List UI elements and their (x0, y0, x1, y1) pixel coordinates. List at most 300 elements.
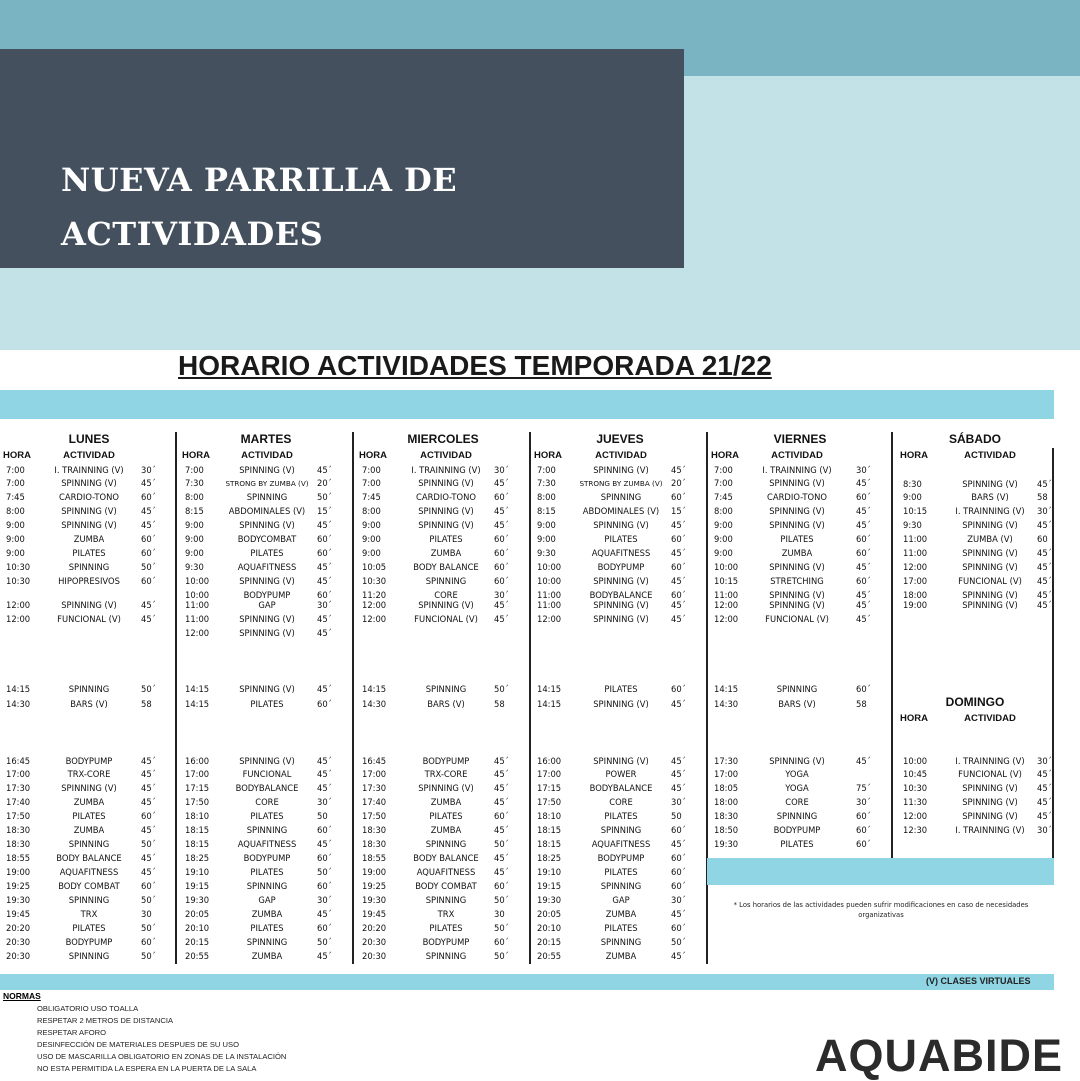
row-time: 8:00 (6, 506, 25, 516)
row-duration: 30´ (494, 590, 509, 600)
aquabide-logo: AQUABIDE (815, 1030, 1064, 1081)
row-time: 14:15 (362, 684, 387, 694)
schedule-row (180, 561, 352, 574)
schedule-row (180, 698, 352, 711)
row-duration: 58 (856, 699, 867, 709)
row-duration: 45´ (856, 478, 871, 488)
row-activity: FUNCIONAL (V) (765, 614, 829, 624)
schedule-row (534, 533, 706, 546)
schedule-row (711, 533, 889, 546)
row-activity: I. TRAINNING (V) (762, 465, 832, 475)
row-duration: 15´ (671, 506, 686, 516)
row-activity: TRX (437, 909, 455, 919)
row-time: 9:00 (537, 520, 556, 530)
row-activity: SPINNING (600, 825, 642, 835)
schedule-row (3, 698, 175, 711)
row-time: 18:55 (6, 853, 31, 863)
row-duration: 60´ (317, 923, 332, 933)
row-time: 9:00 (185, 534, 204, 544)
schedule-row (357, 810, 529, 823)
row-activity: PILATES (250, 548, 284, 558)
column-divider (891, 432, 893, 858)
row-activity: PILATES (604, 923, 638, 933)
row-duration: 50´ (141, 895, 156, 905)
row-activity: BARS (V) (971, 492, 1009, 502)
row-time: 20:05 (537, 909, 562, 919)
row-time: 12:00 (903, 811, 928, 821)
schedule-row (534, 505, 706, 518)
row-time: 9:00 (714, 534, 733, 544)
row-duration: 50´ (494, 951, 509, 961)
schedule-row (357, 838, 529, 851)
row-time: 9:00 (537, 534, 556, 544)
hora-header: HORA (711, 450, 739, 461)
row-duration: 50´ (671, 937, 686, 947)
row-duration: 45´ (671, 548, 686, 558)
row-activity: AQUAFITNESS (591, 548, 651, 558)
row-duration: 60´ (317, 881, 332, 891)
row-time: 19:45 (362, 909, 387, 919)
row-duration: 15´ (317, 506, 332, 516)
schedule-row (896, 782, 1054, 795)
schedule-row (711, 599, 889, 612)
row-duration: 45´ (671, 600, 686, 610)
row-time: 20:30 (362, 937, 387, 947)
row-time: 11:00 (185, 614, 210, 624)
row-time: 11:00 (537, 590, 562, 600)
row-time: 20:55 (185, 951, 210, 961)
row-duration: 45´ (494, 756, 509, 766)
row-duration: 45´ (141, 600, 156, 610)
row-time: 12:00 (6, 614, 31, 624)
row-activity: PILATES (429, 811, 463, 821)
row-duration: 45´ (1037, 600, 1052, 610)
day-name: LUNES (68, 432, 110, 446)
schedule-row (534, 866, 706, 879)
row-activity: BODY BALANCE (413, 853, 479, 863)
row-time: 20:30 (6, 951, 31, 961)
row-duration: 45´ (317, 909, 332, 919)
schedule-row (534, 936, 706, 949)
schedule-row (3, 838, 175, 851)
row-duration: 50´ (494, 895, 509, 905)
schedule-row (711, 683, 889, 696)
rule-item: DESINFECCIÓN DE MATERIALES DESPUES DE SU USO (37, 1040, 239, 1049)
schedule-row (3, 796, 175, 809)
schedule-row (534, 908, 706, 921)
row-time: 10:00 (714, 562, 739, 572)
row-duration: 20´ (671, 478, 686, 488)
row-duration: 60´ (856, 811, 871, 821)
schedule-row (357, 782, 529, 795)
row-activity: ZUMBA (251, 909, 283, 919)
day-column-6 (896, 693, 1054, 835)
row-activity: AQUAFITNESS (237, 562, 297, 572)
row-time: 20:55 (537, 951, 562, 961)
schedule-row (896, 796, 1054, 809)
row-time: 20:05 (185, 909, 210, 919)
row-time: 12:00 (362, 600, 387, 610)
row-duration: 50´ (141, 684, 156, 694)
actividad-header: ACTIVIDAD (241, 450, 293, 461)
row-time: 9:00 (6, 520, 25, 530)
schedule-row (534, 950, 706, 963)
row-duration: 50 (671, 811, 682, 821)
schedule-row (3, 547, 175, 560)
row-time: 7:00 (537, 465, 556, 475)
row-activity: ZUMBA (605, 909, 637, 919)
row-duration: 45´ (671, 614, 686, 624)
row-time: 19:15 (185, 881, 210, 891)
schedule-row (3, 880, 175, 893)
rule-item: RESPETAR 2 METROS DE DISTANCIA (37, 1016, 174, 1025)
row-duration: 45´ (671, 769, 686, 779)
row-activity: BODYPUMP (422, 756, 470, 766)
row-duration: 45´ (494, 783, 509, 793)
schedule-row (3, 894, 175, 907)
row-duration: 45´ (671, 699, 686, 709)
schedule-row (180, 908, 352, 921)
row-duration: 60´ (141, 811, 156, 821)
row-time: 8:00 (537, 492, 556, 502)
actividad-header: ACTIVIDAD (771, 450, 823, 461)
row-duration: 45´ (1037, 548, 1052, 558)
row-time: 12:30 (903, 825, 928, 835)
row-duration: 60´ (494, 534, 509, 544)
day-column-4 (711, 430, 889, 849)
schedule-row (896, 491, 1054, 504)
column-divider (352, 432, 354, 964)
schedule-row (711, 838, 889, 851)
row-time: 7:00 (185, 465, 204, 475)
row-time: 20:20 (362, 923, 387, 933)
schedule-row (357, 824, 529, 837)
row-time: 12:00 (714, 614, 739, 624)
row-activity: I. TRAINNING (V) (955, 506, 1025, 516)
row-activity: CORE (609, 797, 633, 807)
row-duration: 30´ (856, 465, 871, 475)
row-activity: SPINNING (V) (593, 600, 649, 610)
row-activity: BODYBALANCE (235, 783, 299, 793)
schedule-row (3, 683, 175, 696)
row-duration: 45´ (494, 600, 509, 610)
row-activity: SPINNING (425, 576, 467, 586)
actividad-header: ACTIVIDAD (595, 450, 647, 461)
row-duration: 58 (494, 699, 505, 709)
rule-item: RESPETAR AFORO (37, 1028, 107, 1037)
row-activity: SPINNING (V) (962, 600, 1018, 610)
row-time: 14:15 (714, 684, 739, 694)
row-time: 12:00 (6, 600, 31, 610)
schedule-row (3, 810, 175, 823)
row-activity: POWER (605, 769, 637, 779)
row-time: 7:30 (185, 478, 204, 488)
row-activity: SPINNING (V) (239, 614, 295, 624)
row-duration: 45´ (1037, 811, 1052, 821)
hora-header: HORA (3, 450, 31, 461)
row-duration: 45´ (494, 478, 509, 488)
row-time: 7:00 (362, 478, 381, 488)
row-time: 10:30 (903, 783, 928, 793)
row-time: 9:30 (903, 520, 922, 530)
row-activity: SPINNING (V) (769, 590, 825, 600)
schedule-row (534, 464, 706, 477)
row-duration: 30´ (671, 895, 686, 905)
column-divider (175, 432, 177, 964)
schedule-row (180, 547, 352, 560)
row-activity: SPINNING (V) (61, 783, 117, 793)
row-activity: BARS (V) (778, 699, 816, 709)
row-time: 16:00 (185, 756, 210, 766)
schedule-row (180, 950, 352, 963)
schedule-row (534, 698, 706, 711)
row-time: 14:15 (6, 684, 31, 694)
row-duration: 45´ (317, 465, 332, 475)
row-duration: 30´ (1037, 506, 1052, 516)
schedule-row (534, 683, 706, 696)
schedule-row (357, 755, 529, 768)
row-time: 18:25 (537, 853, 562, 863)
row-activity: SPINNING (V) (239, 628, 295, 638)
row-activity: BODYPUMP (243, 590, 291, 600)
row-activity: PILATES (604, 811, 638, 821)
row-duration: 45´ (317, 951, 332, 961)
row-activity: TRX-CORE (424, 769, 468, 779)
row-duration: 60´ (494, 937, 509, 947)
row-activity: SPINNING (V) (769, 520, 825, 530)
row-activity: SPINNING (V) (61, 478, 117, 488)
schedule-row (357, 561, 529, 574)
hora-header: HORA (182, 450, 210, 461)
row-time: 17:00 (6, 769, 31, 779)
row-duration: 45´ (1037, 783, 1052, 793)
schedule-row (357, 477, 529, 490)
row-duration: 50´ (141, 923, 156, 933)
row-activity: AQUAFITNESS (591, 839, 651, 849)
row-time: 17:30 (362, 783, 387, 793)
row-duration: 30´ (856, 797, 871, 807)
row-time: 19:00 (362, 867, 387, 877)
row-time: 9:00 (714, 520, 733, 530)
schedule-row (180, 796, 352, 809)
row-duration: 45´ (141, 769, 156, 779)
row-duration: 60´ (494, 492, 509, 502)
schedule-row (180, 599, 352, 612)
row-activity: SPINNING (246, 881, 288, 891)
schedule-row (180, 824, 352, 837)
row-time: 18:25 (185, 853, 210, 863)
row-activity: BODY COMBAT (415, 881, 477, 891)
row-duration: 60´ (671, 923, 686, 933)
row-time: 8:15 (185, 506, 204, 516)
row-activity: BODYBALANCE (589, 783, 653, 793)
row-time: 17:50 (6, 811, 31, 821)
row-time: 7:00 (714, 478, 733, 488)
row-activity: BODY COMBAT (58, 881, 120, 891)
row-time: 14:30 (714, 699, 739, 709)
row-activity: SPINNING (V) (962, 520, 1018, 530)
row-activity: SPINNING (68, 895, 110, 905)
row-time: 10:00 (185, 590, 210, 600)
row-time: 18:05 (714, 783, 739, 793)
row-time: 18:10 (537, 811, 562, 821)
row-activity: SPINNING (V) (239, 465, 295, 475)
schedule-row (711, 613, 889, 626)
schedule-row (896, 561, 1054, 574)
row-duration: 45´ (141, 783, 156, 793)
schedule-row (534, 796, 706, 809)
row-duration: 30´ (1037, 825, 1052, 835)
row-activity: PILATES (250, 923, 284, 933)
row-duration: 60´ (317, 548, 332, 558)
row-activity: PILATES (72, 811, 106, 821)
row-activity: SPINNING (V) (593, 520, 649, 530)
row-activity: SPINNING (68, 562, 110, 572)
row-duration: 45´ (671, 783, 686, 793)
row-duration: 60´ (141, 576, 156, 586)
schedule-row (711, 698, 889, 711)
row-activity: SPINNING (V) (418, 478, 474, 488)
row-time: 17:50 (185, 797, 210, 807)
row-time: 7:00 (362, 465, 381, 475)
row-time: 10:00 (537, 576, 562, 586)
schedule-row (357, 547, 529, 560)
row-activity: SPINNING (V) (418, 520, 474, 530)
schedule-row (896, 768, 1054, 781)
schedule-row (3, 950, 175, 963)
schedule-row (180, 880, 352, 893)
row-activity: PILATES (604, 684, 638, 694)
row-duration: 45´ (856, 756, 871, 766)
row-duration: 60´ (494, 562, 509, 572)
row-activity: STRONG BY ZUMBA (V) (225, 479, 309, 488)
row-time: 18:15 (185, 825, 210, 835)
schedule-row (180, 838, 352, 851)
row-activity: SPINNING (V) (769, 600, 825, 610)
schedule-row (534, 922, 706, 935)
row-activity: ZUMBA (430, 548, 462, 558)
schedule-row (711, 464, 889, 477)
row-time: 16:00 (537, 756, 562, 766)
schedule-row (180, 491, 352, 504)
row-time: 20:20 (6, 923, 31, 933)
row-duration: 30´ (494, 465, 509, 475)
schedule-row (534, 477, 706, 490)
row-duration: 45´ (1037, 590, 1052, 600)
row-time: 8:15 (537, 506, 556, 516)
row-duration: 60´ (317, 853, 332, 863)
schedule-row (357, 533, 529, 546)
row-activity: TRX (80, 909, 98, 919)
row-duration: 30´ (141, 465, 156, 475)
header-color-bar (0, 390, 1054, 419)
row-time: 18:00 (714, 797, 739, 807)
schedule-row (357, 768, 529, 781)
row-time: 18:30 (362, 825, 387, 835)
row-activity: SPINNING (V) (593, 756, 649, 766)
row-activity: PILATES (250, 699, 284, 709)
row-duration: 45´ (494, 825, 509, 835)
row-duration: 30´ (317, 600, 332, 610)
row-duration: 45´ (671, 465, 686, 475)
row-time: 20:30 (362, 951, 387, 961)
day-name: JUEVES (596, 432, 644, 446)
row-duration: 60´ (856, 548, 871, 558)
schedule-row (896, 478, 1054, 491)
row-time: 14:15 (185, 684, 210, 694)
row-activity: STRETCHING (770, 576, 824, 586)
row-activity: I. TRAINNING (V) (411, 465, 481, 475)
row-time: 16:45 (6, 756, 31, 766)
schedule-row (534, 547, 706, 560)
row-activity: SPINNING (V) (239, 684, 295, 694)
schedule-row (180, 464, 352, 477)
row-duration: 50´ (494, 923, 509, 933)
schedule-row (3, 922, 175, 935)
schedule-row (180, 768, 352, 781)
row-time: 12:00 (185, 628, 210, 638)
schedule-row (711, 824, 889, 837)
row-activity: SPINNING (425, 839, 467, 849)
schedule-row (711, 575, 889, 588)
row-duration: 45´ (856, 562, 871, 572)
row-duration: 45´ (141, 520, 156, 530)
row-duration: 20´ (317, 478, 332, 488)
schedule-row (357, 575, 529, 588)
row-time: 17:15 (537, 783, 562, 793)
row-duration: 50´ (317, 492, 332, 502)
row-activity: SPINNING (V) (61, 600, 117, 610)
day-column-0 (3, 430, 175, 961)
row-activity: SPINNING (V) (962, 548, 1018, 558)
row-activity: SPINNING (68, 684, 110, 694)
row-time: 17:00 (714, 769, 739, 779)
row-activity: PILATES (780, 534, 814, 544)
schedule-row (3, 477, 175, 490)
row-duration: 45´ (494, 867, 509, 877)
row-duration: 45´ (856, 590, 871, 600)
row-duration: 60´ (141, 492, 156, 502)
row-time: 19:25 (362, 881, 387, 891)
schedule-row (3, 936, 175, 949)
row-time: 7:00 (714, 465, 733, 475)
row-duration: 60´ (141, 534, 156, 544)
row-activity: ZUMBA (73, 797, 105, 807)
row-activity: BARS (V) (70, 699, 108, 709)
row-duration: 45´ (317, 839, 332, 849)
row-activity: TRX-CORE (67, 769, 111, 779)
actividad-header: ACTIVIDAD (63, 450, 115, 461)
row-activity: SPINNING (V) (418, 506, 474, 516)
schedule-row (3, 852, 175, 865)
schedule-row (357, 491, 529, 504)
row-time: 14:15 (537, 684, 562, 694)
row-activity: AQUAFITNESS (237, 839, 297, 849)
row-activity: ZUMBA (V) (967, 534, 1013, 544)
row-activity: SPINNING (V) (769, 478, 825, 488)
row-activity: FUNCIONAL (V) (958, 769, 1022, 779)
schedule-row (180, 613, 352, 626)
row-time: 20:10 (185, 923, 210, 933)
row-activity: BODYPUMP (597, 562, 645, 572)
row-activity: BODYPUMP (422, 937, 470, 947)
row-time: 9:30 (537, 548, 556, 558)
row-duration: 45´ (671, 951, 686, 961)
row-time: 19:10 (537, 867, 562, 877)
day-name: MARTES (240, 432, 292, 446)
page-title-line-2: ACTIVIDADES (61, 215, 324, 253)
row-time: 7:00 (6, 478, 25, 488)
